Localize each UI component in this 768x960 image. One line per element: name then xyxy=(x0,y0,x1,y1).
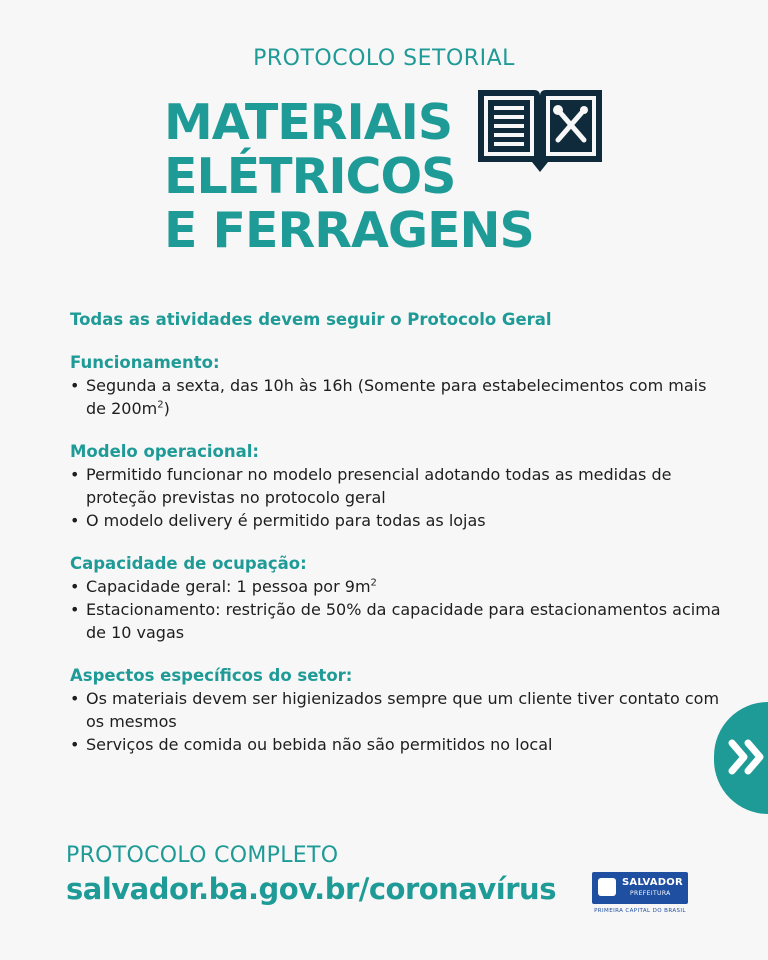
logo-subtitle: PREFEITURA xyxy=(630,890,671,897)
bullet-text: Estacionamento: restrição de 50% da capacidade para estacionamentos acima de 10 vagas xyxy=(86,600,721,642)
section-title: Modelo operacional: xyxy=(70,442,260,461)
bullet-list xyxy=(70,374,730,420)
double-chevron-right-icon xyxy=(728,737,768,777)
list-item xyxy=(70,575,730,598)
salvador-logo xyxy=(592,872,688,920)
book-tools-icon xyxy=(474,84,606,180)
bullet-list xyxy=(70,463,730,532)
footer-kicker: PROTOCOLO COMPLETO xyxy=(66,843,339,868)
bullet-text: Capacidade geral: 1 pessoa por 9m xyxy=(86,577,371,596)
list-item xyxy=(70,598,730,644)
bullet-text: O modelo delivery é permitido para todas as lojas xyxy=(86,511,486,530)
bullet-list xyxy=(70,575,730,644)
logo-tagline: PRIMEIRA CAPITAL DO BRASIL xyxy=(594,908,686,914)
logo-badge xyxy=(592,872,688,904)
list-item xyxy=(70,463,730,509)
title-line: ELÉTRICOS xyxy=(164,148,456,205)
superscript: 2 xyxy=(157,399,164,411)
section-title: Capacidade de ocupação: xyxy=(70,554,307,573)
list-item xyxy=(70,374,730,420)
logo-name: SALVADOR xyxy=(622,877,683,888)
section-modelo-operacional xyxy=(70,442,730,532)
bullet-text: Permitido funcionar no modelo presencial adotando todas as medidas de proteção previstas no protocolo geral xyxy=(86,465,672,507)
list-item xyxy=(70,733,730,756)
header-kicker: PROTOCOLO SETORIAL xyxy=(253,46,515,71)
section-capacidade xyxy=(70,554,730,644)
title-line: E FERRAGENS xyxy=(164,202,534,259)
list-item xyxy=(70,687,730,733)
protocol-content xyxy=(70,310,730,778)
section-aspectos xyxy=(70,666,730,756)
section-title: Funcionamento: xyxy=(70,353,220,372)
lead-text: Todas as atividades devem seguir o Protocolo Geral xyxy=(70,310,552,329)
bullet-text: Os materiais devem ser higienizados sempre que um cliente tiver contato com os mesmos xyxy=(86,689,720,731)
bullet-suffix: ) xyxy=(163,399,170,418)
bullet-text: Segunda a sexta, das 10h às 16h (Somente para estabelecimentos com mais de 200m xyxy=(86,376,707,418)
footer-url-link[interactable]: salvador.ba.gov.br/coronavírus xyxy=(66,872,556,906)
bullet-text: Serviços de comida ou bebida não são permitidos no local xyxy=(86,735,553,754)
superscript: 2 xyxy=(370,577,377,589)
section-title: Aspectos específicos do setor: xyxy=(70,666,353,685)
bullet-list xyxy=(70,687,730,756)
city-seal-icon xyxy=(598,878,616,896)
list-item xyxy=(70,509,730,532)
title-line: MATERIAIS xyxy=(164,94,453,151)
section-funcionamento xyxy=(70,353,730,420)
